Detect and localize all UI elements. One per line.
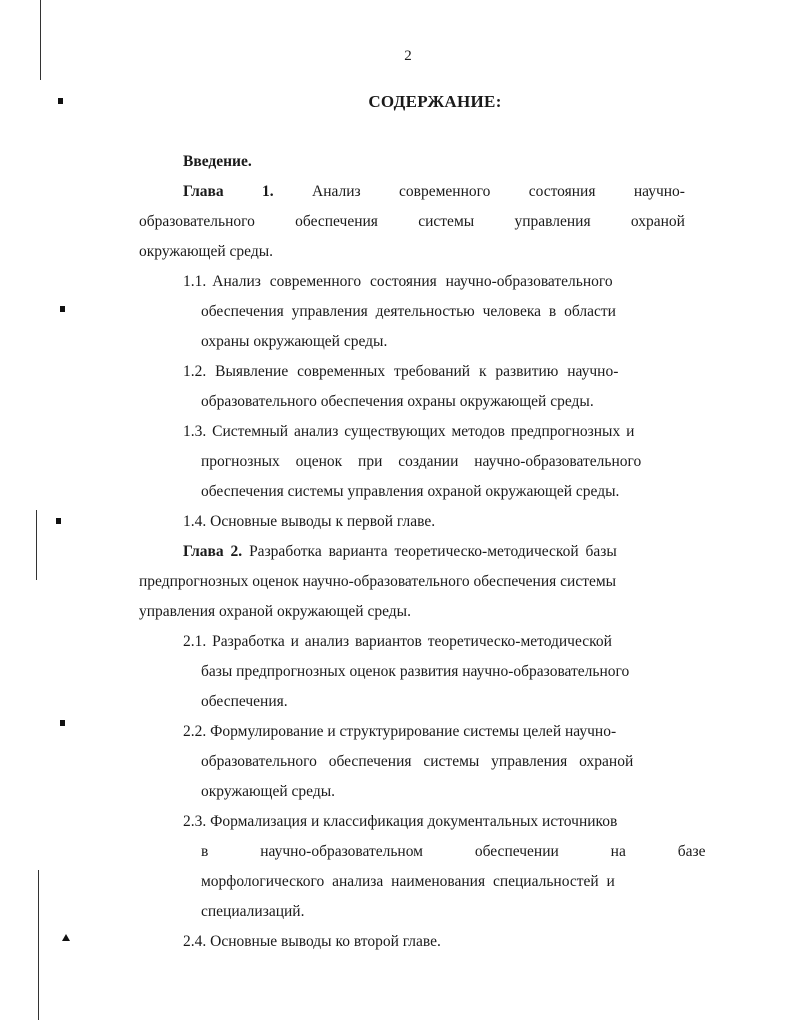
binder-hole-mark <box>56 518 61 524</box>
toc-item-number: 2.3. <box>183 813 207 830</box>
toc-item-line: Формулирование и структурирование системы целей научно- <box>210 723 617 740</box>
chapter1-word: системы <box>418 213 475 230</box>
toc-item-line: базы предпрогнозных оценок развития научно-образовательного <box>201 663 630 680</box>
chapter2-heading-line2: предпрогнозных оценок научно-образовательного обеспечения системы <box>139 573 617 590</box>
scan-edge-line <box>38 870 39 1020</box>
toc-item-line: в научно-образовательном обеспечении на базе <box>201 843 706 860</box>
toc-item-line: охраны окружающей среды. <box>201 333 388 350</box>
binder-hole-mark <box>60 720 65 726</box>
toc-item-line: специализаций. <box>201 903 305 920</box>
toc-item-line: обеспечения. <box>201 693 288 710</box>
chapter1-word: научно- <box>633 183 685 200</box>
toc-item-line: Выявление современных требований к развитию научно- <box>215 363 619 380</box>
toc-item-line: Анализ современного состояния научно-образовательного <box>212 273 613 290</box>
toc-item-number: 1.1. <box>183 273 207 290</box>
toc-item-line: морфологического анализа наименования специальностей и <box>201 873 615 890</box>
binder-triangle-mark <box>62 934 70 941</box>
toc-item-line: Основные выводы к первой главе. <box>210 513 436 530</box>
binder-hole-mark <box>60 306 65 312</box>
toc-item-line: Формализация и классификация документальных источников <box>210 813 618 830</box>
toc-item-number: 2.1. <box>183 633 207 650</box>
chapter1-heading-line2 <box>139 213 685 231</box>
chapter2-label: Глава 2. <box>183 543 243 560</box>
scan-edge-line <box>36 510 37 580</box>
chapter1-word: Анализ <box>312 183 361 200</box>
chapter1-heading-line1 <box>183 183 685 201</box>
chapter2-heading-line3: управления охраной окружающей среды. <box>139 603 411 620</box>
chapter1-label-word: Глава <box>183 183 224 200</box>
toc-item-line: Системный анализ существующих методов предпрогнозных и <box>212 423 635 440</box>
toc-item-2-3 <box>183 813 617 831</box>
toc-item-1-3 <box>183 423 634 441</box>
toc-item-line: образовательного обеспечения системы управления охраной <box>201 753 634 770</box>
chapter1-word: управления <box>514 213 591 230</box>
chapter1-heading-line3: окружающей среды. <box>139 243 274 260</box>
toc-item-line: образовательного обеспечения охраны окружающей среды. <box>201 393 594 410</box>
toc-item-number: 2.4. <box>183 933 207 950</box>
toc-item-2-2 <box>183 723 616 741</box>
toc-item-2-1 <box>183 633 612 651</box>
chapter1-word: образовательного <box>139 213 255 230</box>
toc-item-number: 1.3. <box>183 423 207 440</box>
toc-item-1-4 <box>183 513 435 531</box>
page-number: 2 <box>404 48 412 64</box>
toc-item-line: окружающей среды. <box>201 783 336 800</box>
toc-item-number: 1.4. <box>183 513 207 530</box>
chapter2-heading-line1 <box>183 543 617 561</box>
chapter1-word: современного <box>399 183 491 200</box>
toc-title: СОДЕРЖАНИЕ: <box>368 92 502 111</box>
toc-item-1-1 <box>183 273 685 291</box>
chapter1-word: охраной <box>630 213 685 230</box>
toc-item-line: прогнозных оценок при создании научно-образовательного <box>201 453 642 470</box>
toc-item-1-2 <box>183 363 618 381</box>
toc-item-line: Разработка и анализ вариантов теоретическо-методической <box>212 633 612 650</box>
toc-item-line: обеспечения системы управления охраной окружающей среды. <box>201 483 620 500</box>
scan-edge-line <box>40 0 41 80</box>
toc-intro: Введение. <box>183 153 252 170</box>
toc-item-line: обеспечения управления деятельностью человека в области <box>201 303 616 320</box>
toc-item-number: 1.2. <box>183 363 207 380</box>
chapter2-text: Разработка варианта теоретическо-методической базы <box>249 543 617 560</box>
toc-item-number: 2.2. <box>183 723 207 740</box>
toc-item-2-4 <box>183 933 441 951</box>
chapter1-word: обеспечения <box>295 213 378 230</box>
chapter1-word: состояния <box>528 183 596 200</box>
chapter1-label-num: 1. <box>262 183 274 200</box>
toc-item-line: Основные выводы ко второй главе. <box>210 933 441 950</box>
